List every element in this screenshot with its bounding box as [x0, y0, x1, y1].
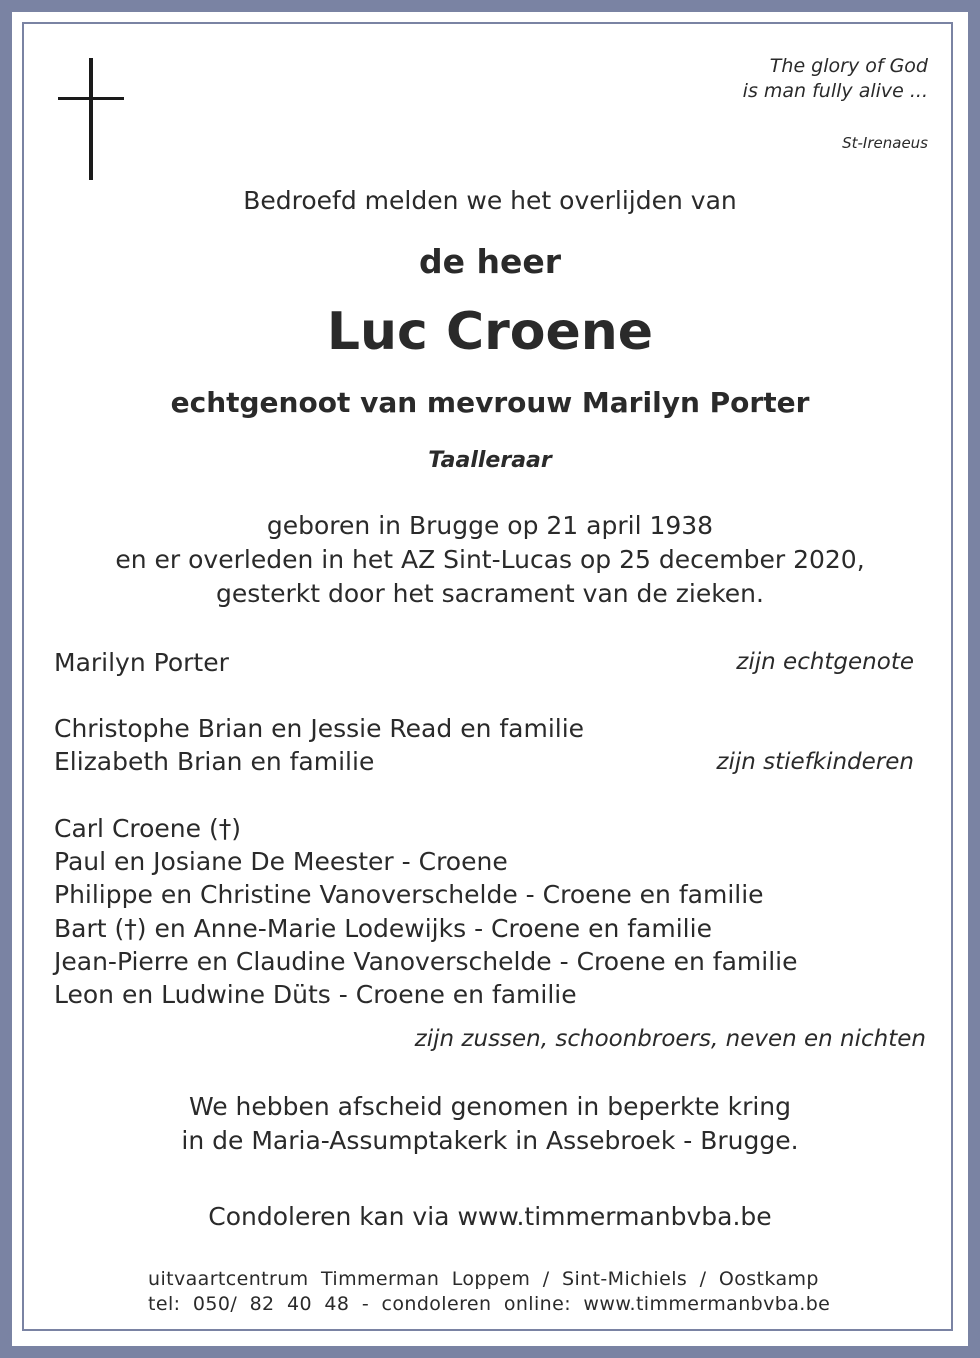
farewell-line-2: in de Maria-Assumptakerk in Assebroek - Brugge. [181, 1126, 799, 1155]
birth-line-1: geboren in Brugge op 21 april 1938 [266, 511, 714, 540]
relative-line: Jean-Pierre en Claudine Vanoverschelde - Croene en familie [54, 947, 798, 976]
stepchild-line: Elizabeth Brian en familie [54, 747, 375, 776]
spouse-name: Marilyn Porter [54, 648, 229, 677]
farewell-line-1: We hebben afscheid genomen in beperkte kring [188, 1092, 792, 1121]
relative-line: Carl Croene (†) [54, 814, 241, 843]
deceased-nickname: Taalleraar [428, 448, 552, 473]
condolence-notice: Condoleren kan via www.timmermanbvba.be [208, 1202, 772, 1231]
quote-line-2: is man fully alive ... [742, 80, 928, 102]
stepchild-line: Christophe Brian en Jessie Read en familie [54, 714, 585, 743]
relative-line: Philippe en Christine Vanoverschelde - Croene en familie [54, 880, 764, 909]
stepchildren-role: zijn stiefkinderen [716, 749, 914, 775]
farewell-notice [12, 1090, 968, 1158]
relative-line: Paul en Josiane De Meester - Croene [54, 847, 508, 876]
relative-line: Leon en Ludwine Düts - Croene en familie [54, 980, 577, 1009]
birth-death-details [12, 509, 968, 611]
cross-icon [58, 58, 124, 180]
deceased-spouse: echtgenoot van mevrouw Marilyn Porter [170, 386, 810, 419]
obituary-card [12, 12, 968, 1346]
relative-line: Bart (†) en Anne-Marie Lodewijks - Croene en familie [54, 914, 712, 943]
birth-line-2: en er overleden in het AZ Sint-Lucas op 25 december 2020, [115, 545, 865, 574]
funeral-home-info: uitvaartcentrum Timmerman Loppem / Sint-Michiels / Oostkamp [148, 1268, 819, 1290]
spouse-role: zijn echtgenote [736, 649, 914, 675]
deceased-title: de heer [418, 242, 562, 281]
funeral-home-contact: tel: 050/ 82 40 48 - condoleren online: www.timmermanbvba.be [148, 1293, 831, 1315]
quote [743, 54, 928, 104]
quote-line-1: The glory of God [769, 55, 928, 77]
deceased-name: Luc Croene [326, 302, 654, 362]
relatives-role: zijn zussen, schoonbroers, neven en nichten [414, 1026, 926, 1052]
announcement-intro: Bedroefd melden we het overlijden van [243, 186, 737, 215]
quote-author: St-Irenaeus [842, 134, 928, 152]
birth-line-3: gesterkt door het sacrament van de zieken. [216, 579, 764, 608]
